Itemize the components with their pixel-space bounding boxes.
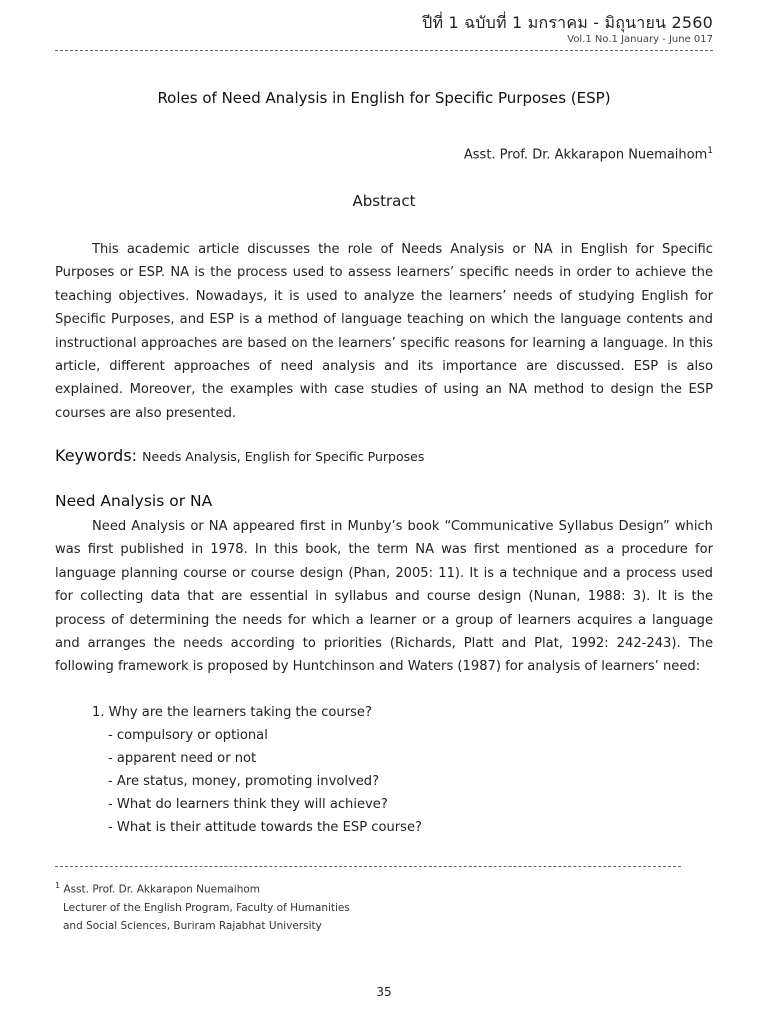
- page-number: 35: [376, 985, 392, 999]
- list-subitem: - Are status, money, promoting involved?: [108, 774, 380, 789]
- keywords-value: Needs Analysis, English for Specific Purposes: [142, 449, 425, 464]
- section-heading: Need Analysis or NA: [55, 492, 213, 510]
- footnote-affiliation-2: and Social Sciences, Buriram Rajabhat University: [63, 919, 322, 932]
- keywords-label: Keywords:: [55, 446, 138, 465]
- author-line: [464, 146, 713, 162]
- header-thai-issue: ปีที่ 1 ฉบับที่ 1 มกราคม - มิถุนายน 2560: [422, 13, 713, 32]
- section-paragraph: Need Analysis or NA appeared first in Munby’s book “Communicative Syllabus Design” which was first published in 1978. In this book, the term NA was first mentioned as a procedure for language planning course or course design (Phan, 2005: 11). It is a technique and a process used for collecting data that are essential in syllabus and course design (Nunan, 1988: 3). It is the process of determining the needs for which a learner or a group of learners acquires a language and arranges the needs according to priorities (Richards, Platt and Plat, 1992: 242-243). The following framework is proposed by Huntchinson and Waters (1987) for analysis of learners’ need:: [55, 519, 713, 675]
- article-title: Roles of Need Analysis in English for Specific Purposes (ESP): [157, 89, 611, 107]
- footnote-divider: [55, 866, 681, 867]
- list-subitem: - compulsory or optional: [108, 728, 268, 743]
- section-body: [55, 515, 713, 679]
- footnote-author: Asst. Prof. Dr. Akkarapon Nuemaihom: [63, 883, 261, 896]
- abstract-heading: Abstract: [352, 192, 416, 210]
- keywords-line: [55, 446, 424, 465]
- framework-list: [92, 701, 422, 839]
- author-name: Asst. Prof. Dr. Akkarapon Nuemaihom: [463, 147, 708, 163]
- footnote-mark: 1: [55, 881, 61, 890]
- header-divider: [55, 50, 713, 51]
- footnote: [55, 877, 350, 935]
- header-english-issue: Vol.1 No.1 January - June 017: [567, 34, 713, 45]
- footnote-affiliation-1: Lecturer of the English Program, Faculty of Humanities: [63, 901, 350, 914]
- abstract-paragraph: This academic article discusses the role of Needs Analysis or NA in English for Specific Purposes or ESP. NA is the process used to assess learners’ specific needs in order to achieve the teaching objectives. Nowadays, it is used to analyze the learners’ needs of studying English for Specific Purposes, and ESP is a method of language teaching on which the language contents and instructional approaches are based on the learners’ specific reasons for learning a language. In this article, different approaches of need analysis and its importance are discussed. ESP is also explained. Moreover, the examples with case studies of using an NA method to design the ESP courses are also presented.: [55, 242, 713, 421]
- list-item: 1. Why are the learners taking the course?: [92, 705, 372, 720]
- list-subitem: - What is their attitude towards the ESP course?: [108, 820, 422, 835]
- abstract-body: [55, 238, 713, 425]
- author-footnote-mark: 1: [707, 146, 713, 156]
- list-subitem: - What do learners think they will achieve?: [108, 797, 388, 812]
- list-subitem: - apparent need or not: [108, 751, 257, 766]
